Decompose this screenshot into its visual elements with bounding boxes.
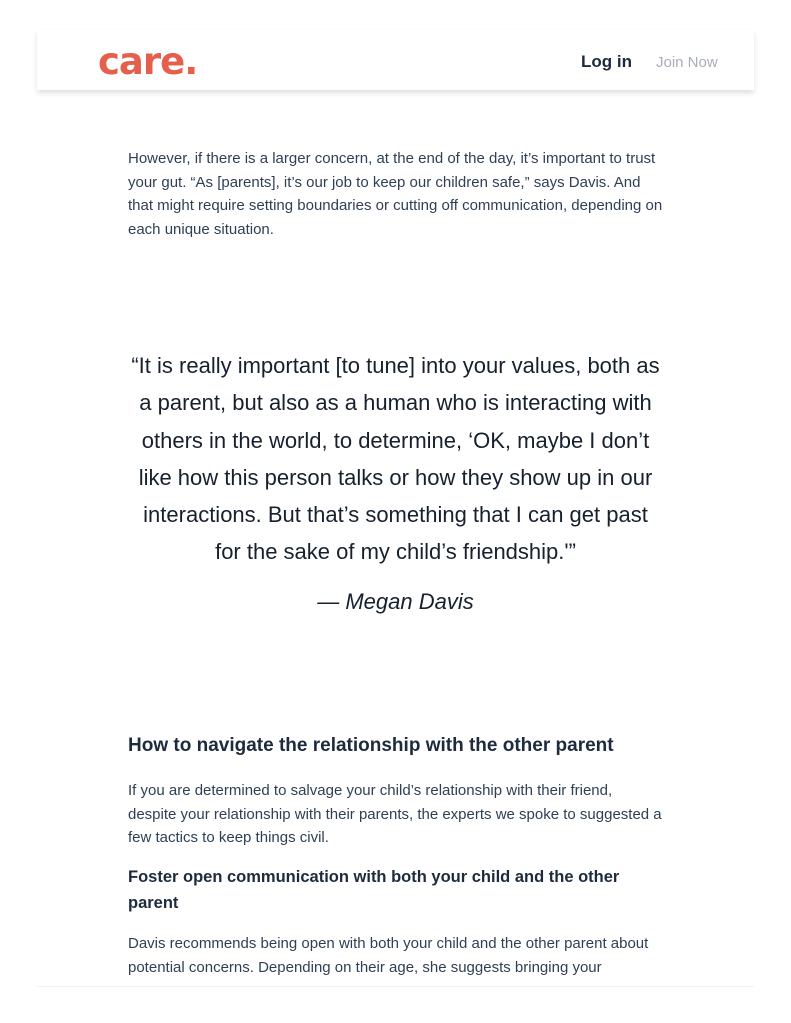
article-paragraph: However, if there is a larger concern, at the end of the day, it’s important to trust your gut. “As [parents], it’s our job to keep our children safe,” says Davis. And that might require setting boundaries or cutting off communication, depending on each unique situation.: [128, 150, 663, 238]
divider: [37, 986, 754, 987]
quote-author: — Megan Davis: [317, 589, 474, 614]
site-header: [37, 30, 754, 90]
section-heading: How to navigate the relationship with the other parent: [128, 735, 614, 756]
article-paragraph: Davis recommends being open with both your child and the other parent about potential concerns. Depending on their age, she suggests bringing your: [128, 935, 649, 976]
join-now-link[interactable]: Join Now: [656, 54, 718, 71]
login-link[interactable]: Log in: [581, 52, 632, 71]
care-logo[interactable]: care.: [98, 40, 198, 83]
subheading: Foster open communication with both your child and the other parent: [128, 868, 620, 912]
article-paragraph: If you are determined to salvage your child’s relationship with their friend, despite your relationship with their parents, the experts we spoke to suggested a few tactics to keep things civil.: [128, 782, 662, 846]
pull-quote: “It is really important [to tune] into your values, both as a parent, but also as a human who is interacting with others in the world, to determine, ‘OK, maybe I don’t like how this person talks or how they show up in our interactions. But that’s something that I can get past for the sake of my child’s friendship.'”: [131, 353, 660, 565]
